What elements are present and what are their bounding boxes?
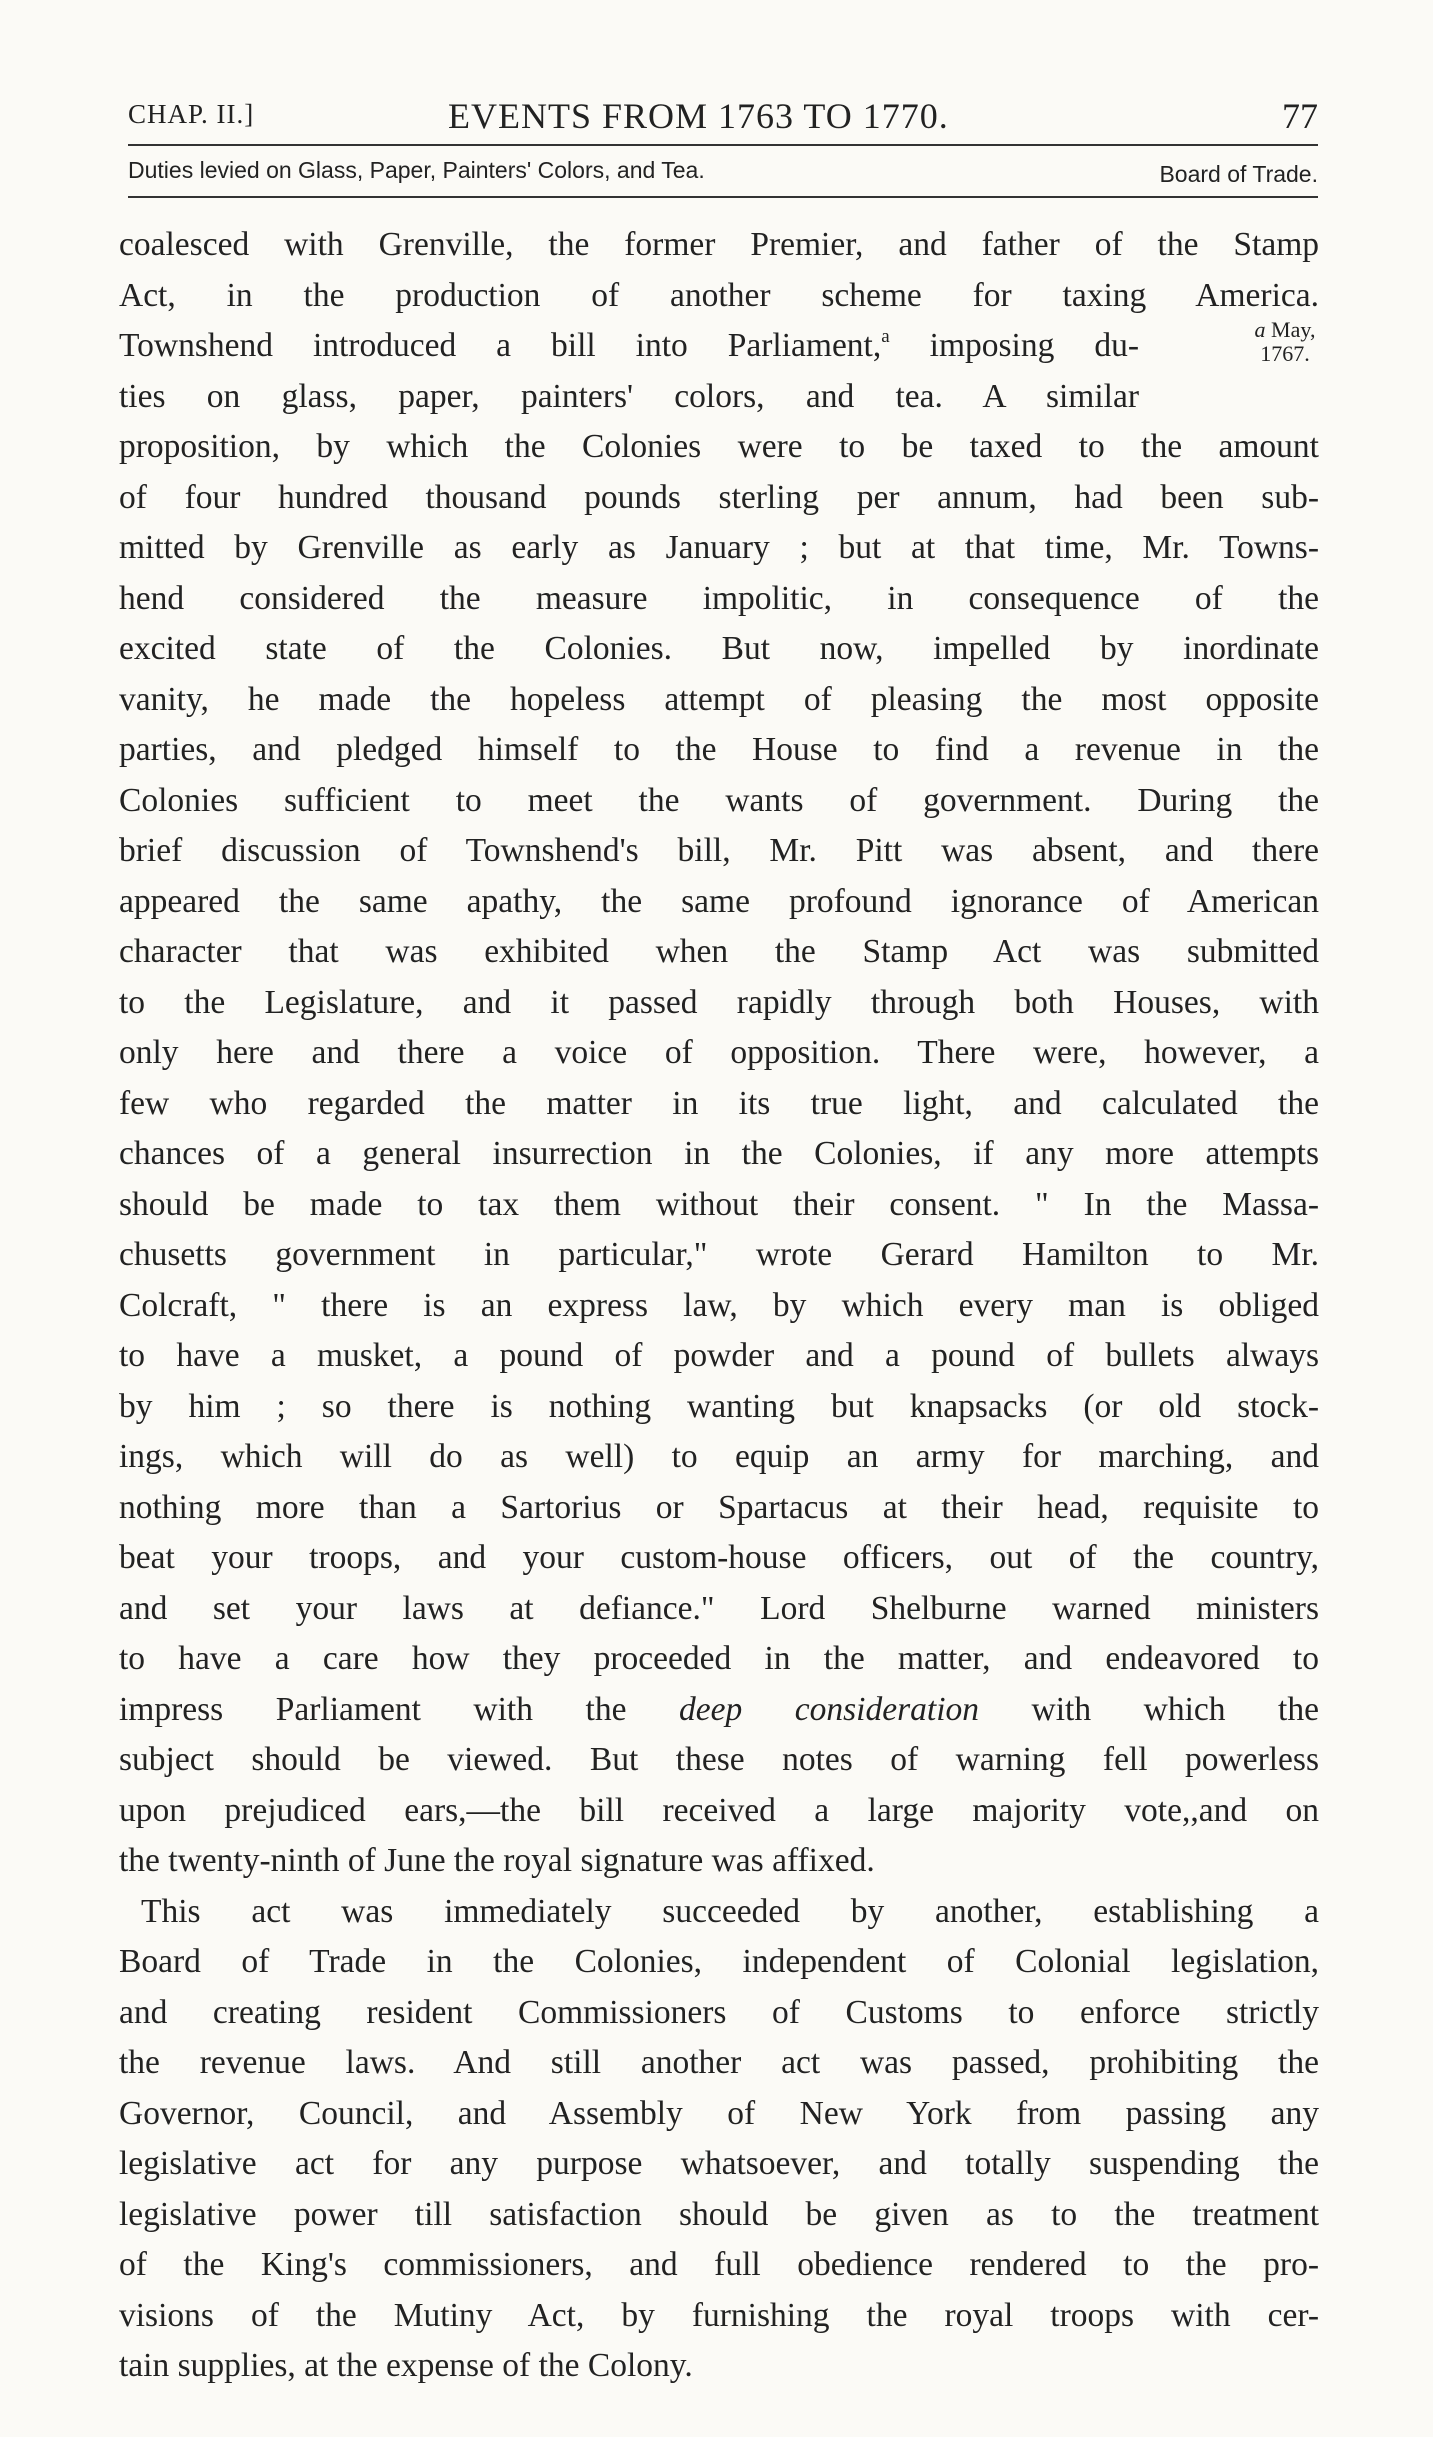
text-line <box>119 321 1139 372</box>
text-line: coalesced with Grenville, the former Premier, and father of the Stamp <box>119 226 1319 263</box>
text-line: few who regarded the matter in its true light, and calculated the <box>119 1084 1319 1122</box>
text-line <box>119 1685 1319 1736</box>
text-line: proposition, by which the Colonies were to be taxed to the amount <box>119 428 1319 465</box>
text-line: to have a care how they proceeded in the matter, and endeavored to <box>119 1640 1319 1677</box>
text-line: excited state of the Colonies. But now, impelled by inordinate <box>119 630 1319 667</box>
margin-note-marker: a <box>1254 317 1266 342</box>
text-line: chusetts government in particular," wrote Gerard Hamilton to Mr. <box>119 1236 1319 1273</box>
running-header <box>128 95 1318 139</box>
text-line: should be made to tax them without their consent. " In the Massa- <box>119 1185 1319 1223</box>
text-span: impress Parliament with the <box>119 1690 679 1728</box>
text-line: only here and there a voice of opposition. There were, however, a <box>119 1034 1319 1071</box>
text-line: and set your laws at defiance." Lord Shelburne warned ministers <box>119 1589 1319 1627</box>
header-rule <box>128 144 1318 146</box>
subheader-section: Board of Trade. <box>1159 161 1318 187</box>
body-text <box>119 220 1319 2392</box>
text-line: beat your troops, and your custom-house officers, out of the country, <box>119 1539 1319 1576</box>
text-line: ings, which will do as well) to equip an army for marching, and <box>119 1438 1319 1475</box>
text-line: of four hundred thousand pounds sterling per annum, had been sub- <box>119 478 1319 516</box>
text-line: brief discussion of Townshend's bill, Mr. Pitt was absent, and there <box>119 832 1319 869</box>
text-line: mitted by Grenville as early as January ; but at that time, Mr. Towns- <box>119 529 1319 566</box>
text-line: character that was exhibited when the Stamp Act was submitted <box>119 933 1319 970</box>
text-line: Colonies sufficient to meet the wants of government. During the <box>119 781 1319 819</box>
text-line: the twenty-ninth of June the royal signature was affixed. <box>119 1842 875 1879</box>
text-line: visions of the Mutiny Act, by furnishing the royal troops with cer- <box>119 2296 1319 2334</box>
text-line: Act, in the production of another scheme for taxing America. <box>119 276 1319 314</box>
text-line: upon prejudiced ears,—the bill received a large majority vote,,and on <box>119 1791 1319 1829</box>
text-line: of the King's commissioners, and full obedience rendered to the pro- <box>119 2246 1319 2283</box>
text-line: nothing more than a Sartorius or Spartacus at their head, requisite to <box>119 1488 1319 1526</box>
chapter-label: CHAP. II.] <box>128 99 255 129</box>
text-line: legislative act for any purpose whatsoever, and totally suspending the <box>119 2145 1319 2182</box>
text-line: Board of Trade in the Colonies, independent of Colonial legislation, <box>119 1943 1319 1980</box>
text-line: legislative power till satisfaction should be given as to the treatment <box>119 2195 1319 2233</box>
text-span: Townshend introduced a bill into Parliament, <box>119 327 882 364</box>
text-line: hend considered the measure impolitic, in consequence of the <box>119 579 1319 617</box>
text-line: This act was immediately succeeded by another, establishing a <box>141 1892 1319 1930</box>
margin-note-year: 1767. <box>1260 341 1310 366</box>
text-line: chances of a general insurrection in the Colonies, if any more attempts <box>119 1135 1319 1172</box>
text-line: tain supplies, at the expense of the Colony. <box>119 2347 693 2384</box>
text-line: appeared the same apathy, the same profound ignorance of American <box>119 882 1319 920</box>
text-line: Governor, Council, and Assembly of New York from passing any <box>119 2094 1319 2132</box>
running-title: EVENTS FROM 1763 TO 1770. <box>448 96 949 136</box>
text-line: the revenue laws. And still another act was passed, prohibiting the <box>119 2044 1319 2081</box>
footnote-marker: a <box>881 326 890 347</box>
text-line: to the Legislature, and it passed rapidly through both Houses, with <box>119 983 1319 1021</box>
text-span: with which the <box>979 1690 1319 1728</box>
text-span: imposing du- <box>889 327 1139 364</box>
text-line: parties, and pledged himself to the House to find a revenue in the <box>119 731 1319 768</box>
subheader <box>128 157 1318 191</box>
text-line: to have a musket, a pound of powder and a pound of bullets always <box>119 1337 1319 1374</box>
subheader-topic: Duties levied on Glass, Paper, Painters' Colors, and Tea. <box>128 157 705 183</box>
text-line: by him ; so there is nothing wanting but knapsacks (or old stock- <box>119 1387 1319 1425</box>
text-line: subject should be viewed. But these notes of warning fell powerless <box>119 1741 1319 1778</box>
subheader-rule <box>128 196 1318 198</box>
text-line: Colcraft, " there is an express law, by which every man is obliged <box>119 1286 1319 1324</box>
emphasized-text: deep consideration <box>678 1690 979 1728</box>
text-line: and creating resident Commissioners of Customs to enforce strictly <box>119 1993 1319 2031</box>
text-line: vanity, he made the hopeless attempt of pleasing the most opposite <box>119 680 1319 718</box>
text-line: ties on glass, paper, painters' colors, and tea. A similar <box>119 377 1139 415</box>
page-number: 77 <box>1282 96 1318 136</box>
margin-note-date: May, <box>1271 317 1316 342</box>
